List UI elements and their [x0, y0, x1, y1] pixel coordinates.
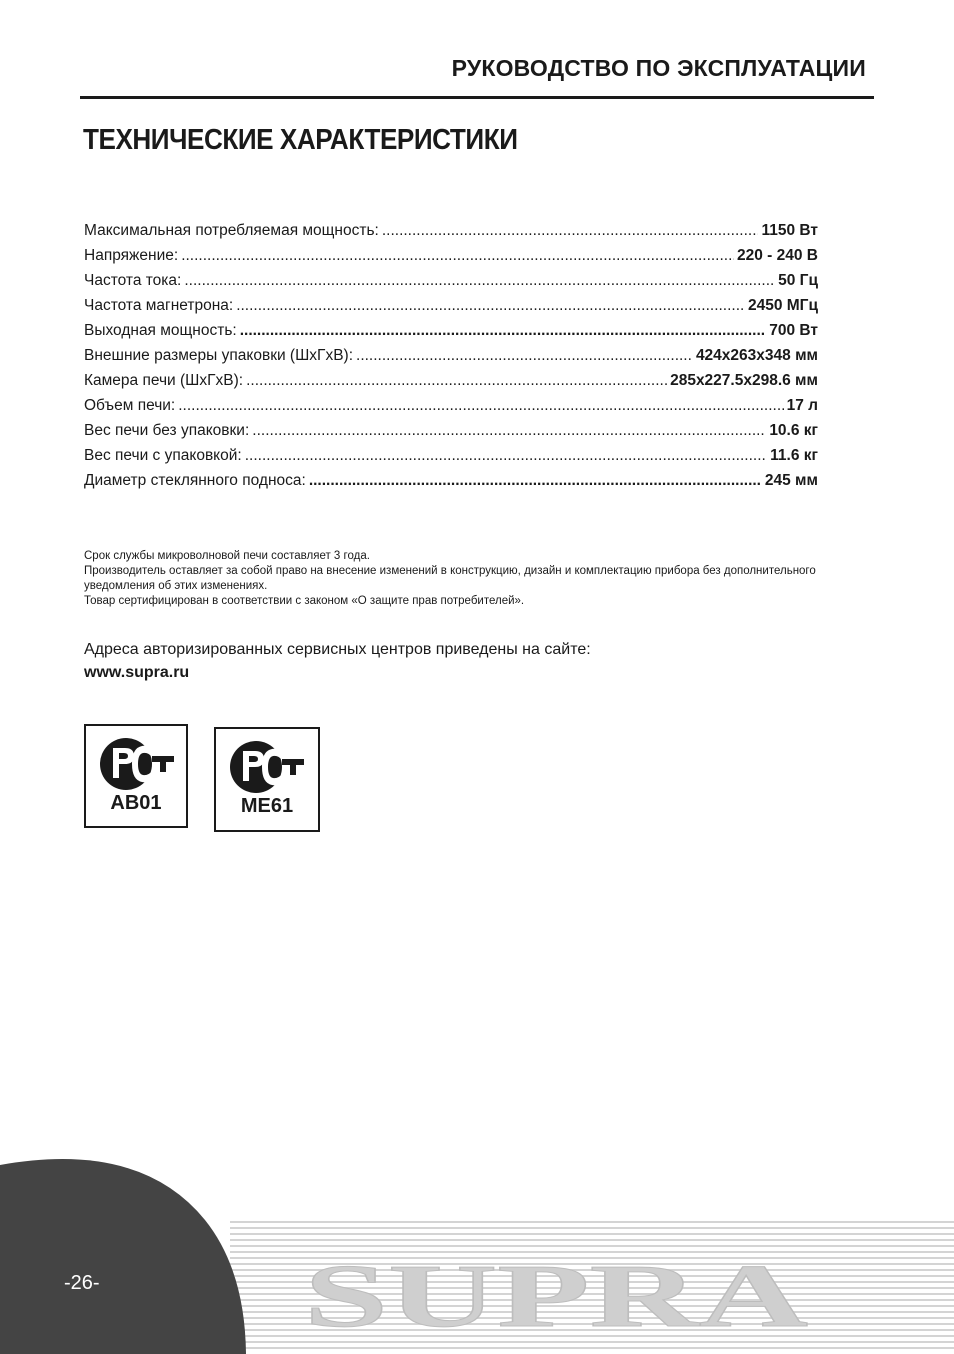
- spec-label: Диаметр стеклянного подноса:: [84, 472, 306, 489]
- footer-corner-shape: [0, 1159, 246, 1354]
- spec-value: 245 мм: [764, 472, 818, 489]
- spec-value: 10.6 кг: [769, 422, 818, 439]
- page-number: -26-: [64, 1272, 100, 1294]
- certificate-code: AB01: [110, 792, 162, 814]
- spec-label: Напряжение:: [84, 247, 179, 264]
- spec-label: Внешние размеры упаковки (ШхГхВ):: [84, 347, 354, 364]
- section-title: ТЕХНИЧЕСКИЕ ХАРАКТЕРИСТИКИ: [83, 124, 518, 156]
- spec-label: Частота тока:: [84, 272, 182, 289]
- spec-value: 1150 Вт: [761, 222, 818, 239]
- spec-label: Объем печи:: [84, 397, 176, 414]
- spec-label: Камера печи (ШхГхВ):: [84, 372, 244, 389]
- manual-header-title: РУКОВОДСТВО ПО ЭКСПЛУАТАЦИИ: [451, 55, 866, 81]
- spec-value: 2450 МГц: [747, 297, 818, 314]
- spec-label: Выходная мощность:: [84, 322, 237, 339]
- service-centers-text: Адреса авторизированных сервисных центров приведены на сайте:: [84, 641, 591, 658]
- brand-watermark: SUPRA: [304, 1247, 809, 1346]
- spec-value: 424x263x348 мм: [695, 347, 818, 364]
- spec-label: Вес печи без упаковки:: [84, 422, 250, 439]
- spec-label: Вес печи с упаковкой:: [84, 447, 242, 464]
- spec-value: 285x227.5x298.6 мм: [670, 372, 818, 389]
- rights-note: Производитель оставляет за собой право на внесение изменений в конструкцию, дизайн и комплектацию прибора без дополнительного уведомления об этих изменениях.: [84, 565, 816, 592]
- spec-value: 17 л: [786, 397, 818, 414]
- spec-value: 220 - 240 В: [737, 247, 818, 264]
- website-link[interactable]: www.supra.ru: [84, 664, 190, 681]
- certification-note: Товар сертифицирован в соответствии с законом «О защите прав потребителей».: [84, 595, 525, 607]
- spec-value: 50 Гц: [778, 272, 818, 289]
- spec-value: 11.6 кг: [770, 447, 818, 464]
- service-life-note: Срок службы микроволновой печи составляет 3 года.: [84, 550, 370, 562]
- spec-label: Частота магнетрона:: [84, 297, 234, 314]
- spec-label: Максимальная потребляемая мощность:: [84, 222, 379, 239]
- spec-value: 700 Вт: [769, 322, 818, 339]
- certificate-code: ME61: [240, 795, 294, 817]
